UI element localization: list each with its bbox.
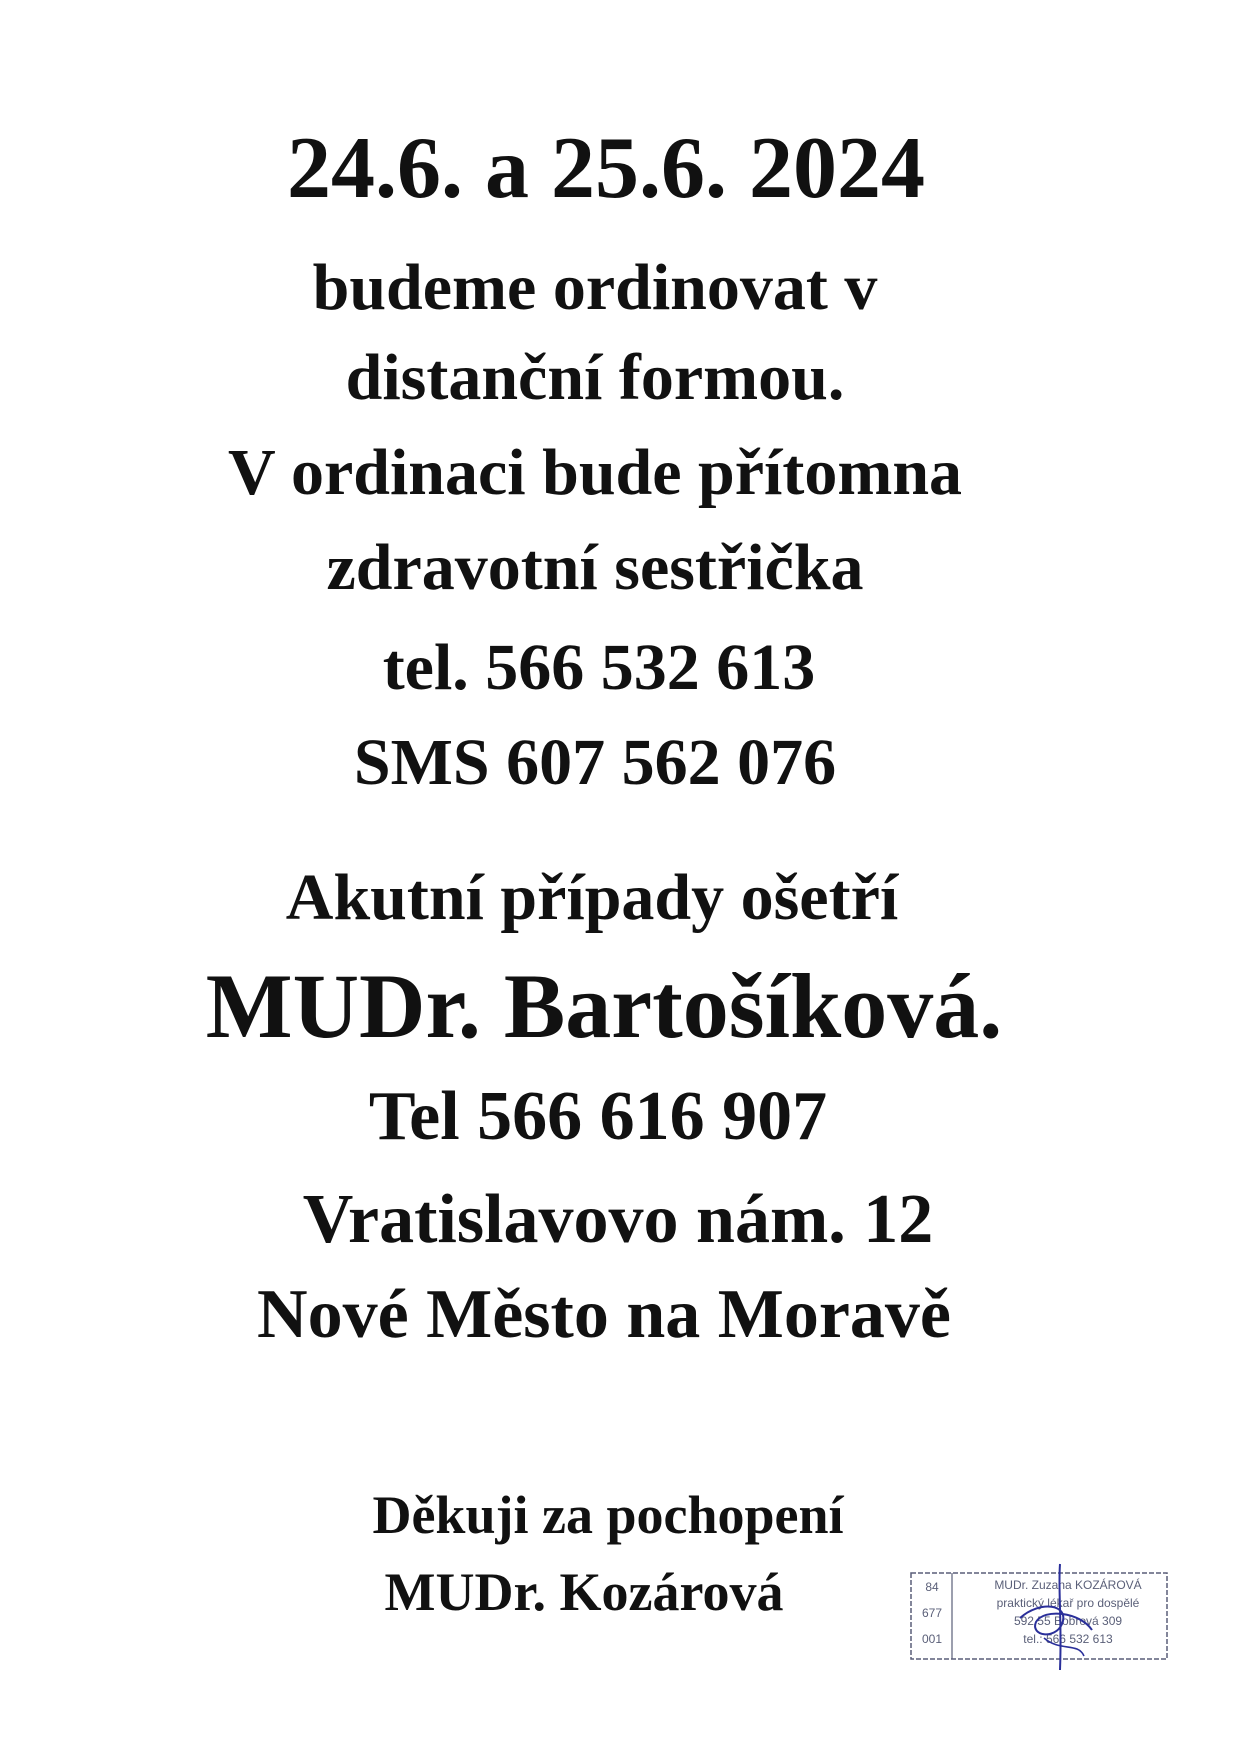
stamp-role: praktický lékař pro dospělé — [996, 1596, 1140, 1610]
notice-line-4: zdravotní sestřička — [326, 531, 864, 604]
address-street: Vratislavovo nám. 12 — [302, 1181, 934, 1258]
stamp-code-3: 001 — [921, 1632, 943, 1646]
stamp-code-1: 84 — [925, 1580, 939, 1594]
notice-line-1: budeme ordinovat v — [312, 251, 878, 324]
handwritten-signature — [1000, 1560, 1120, 1680]
acute-heading: Akutní případy ošetří — [285, 861, 899, 934]
stamp-code-2: 677 — [921, 1606, 943, 1620]
doctor-phone: Tel 566 616 907 — [368, 1078, 828, 1155]
nurse-phone: tel. 566 532 613 — [382, 631, 816, 704]
thanks-note: Děkuji za pochopení — [372, 1485, 844, 1545]
substitute-doctor: MUDr. Bartošíková. — [205, 955, 1003, 1057]
address-city: Nové Město na Moravě — [257, 1276, 951, 1353]
notice-line-2: distanční formou. — [345, 341, 845, 414]
stamp-address: 592 55 Bobrová 309 — [1013, 1614, 1123, 1628]
signature-name: MUDr. Kozárová — [384, 1562, 784, 1622]
notice-line-3: V ordinaci bude přítomna — [227, 436, 963, 509]
stamp-phone: tel.: 566 532 613 — [1023, 1632, 1113, 1646]
notice-dates: 24.6. a 25.6. 2024 — [287, 120, 925, 217]
stamp-name: MUDr. Zuzana KOZÁROVÁ — [994, 1578, 1142, 1592]
sms-number: SMS 607 562 076 — [353, 726, 837, 799]
